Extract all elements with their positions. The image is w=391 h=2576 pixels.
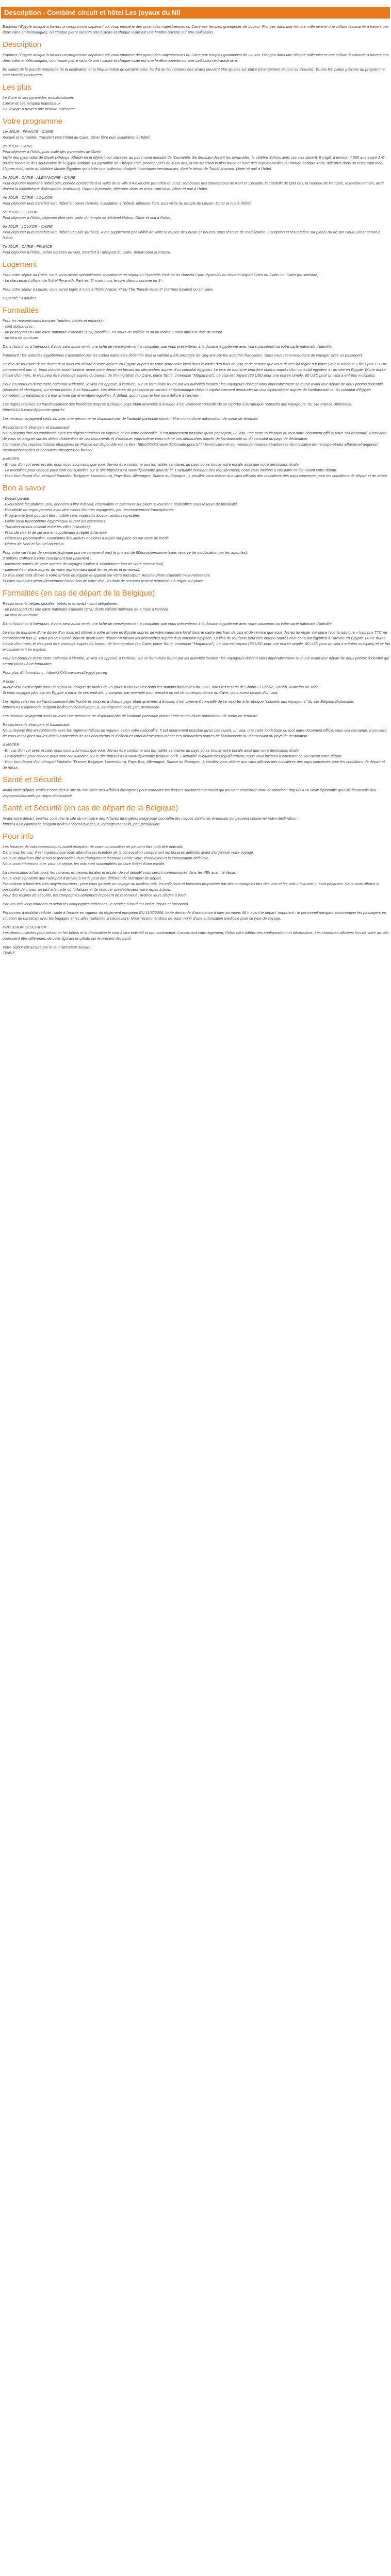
section-paragraph: Pour les ressortissants français (adultes, bébés et enfants) : - sont obligatoires : - un passeport OU une carte nationale d'identité (CNI) plastifiée, en cours de validité et sa ou moins 6 mois après la date de retour - un visa de tourisme [3, 318, 222, 340]
section-paragraph: Le Caire et ses pyramides emblématiques Louxor et ses temples majestueux Un voyage à travers une histoire millénaire [3, 95, 75, 111]
section-heading: Les plus [3, 83, 31, 92]
section-paragraph: A noter : Aucun visa n'est requis pour un séjour touristique de moins de 15 jours si vous restez dans les stations balnéaires du Sinaï, dans les resorts de Sharm El Sheikh, Dahab, Nuweiba ou Taba. Si vous voyagez plus loin en Égypte à partir de ces endroits, y compris, par exemple pour prendre un vol de correspondance au Caire, vous aurez besoin d'un visa. [3, 679, 320, 695]
section-heading: Formalités (en cas de départ de la Belgique) [3, 589, 155, 598]
section-paragraph: Ressortissants étrangers et binationaux Nous devons être au conformité avec les réglementations en vigueur, selon votre nationalité. Il est notamment possible qu'un passeport, un visa, une carte touristique ou tout autre document officiel vous soit demandé. Il convient de vous renseigner sur les délais d'obtention de ces documents et d'effectuer vous-même vous-même ces démarches auprès de l'ambassade ou du consulat du pays de destination. L'annuaire des représentations étrangères en France est disponible via ce lien : https//XXXX.www.diplomatie.gouv.fr/ fr/ le-ministere-et-son-reseau/annuaires-et-adresses-du-ministere-de-l-europe-et-des-affaires-etrangeres/ mean/ambassades-et-consulats-etrangers-en-france/ [3, 425, 387, 452]
section-paragraph: Avant votre départ, veuillez consulter le site du ministère des Affaires étrangères pour connaître les risques sanitaires éventuels qui peuvent concerner votre destination : https//XXXX.www.diplomatie.gouv.fr/ fr/conseils-aux-voyageurs/conseils-par-pays-destination/ [3, 788, 378, 798]
section-paragraph: Personnes à mobilité réduite : suite à l'entrée en vigueur du règlement européen EU 1107/2006, toute demande d'assistance à faire au moins 48 h avant le départ. Important : le personnel navigant accompagne les passagers en situation de handicap avec les bagages et les ailes-roulantes si nécessaire. Nous recommandons de vous munir d'une autorisation médicale pour ce type de voyage. [3, 910, 386, 921]
section-heading: Santé et Sécurité [3, 775, 62, 784]
section-paragraph: Capacité : 3 adultes. [3, 296, 38, 300]
section-paragraph: Le visa de tourisme d'une durée d'un mois est délivré à votre arrivée en Égypte auprès de votre partenaire local dans le cadre des frais de visa et de service que vous devrez lui régler sur place (voir la rubrique « frais prix TTC ne comprennent pas »). Vous pouvez aussi l'obtenir avant votre départ en faisant les démarches auprès d'un consulat égyptien. Le visa de tourisme peut être obtenu auprès d'un consulat égyptien à l'arrivée en Égypte. D'une durée initiale d'un mois, le visa peut être prolongé auprès du bureau de l'immigration (au Caire, place Tahrir, immeuble "Mogamma"). Le visa est payant (30 USD pour une entrée simple, 60 USD pour un visa à entrées multiples) et se fait exclusivement en espèce. [3, 630, 390, 652]
section-paragraph: Dans l'octroi ou à l'aéroport, il vous sera aussi remis une fiche de renseignement à compléter que vous présenterez à la douane égyptienne avec votre passeport ou votre carte nationale d'identité. [3, 344, 333, 349]
section-paragraph: Dans l'octroi ou à l'aéroport, il vous sera aussi remis une fiche de renseignement à compléter que vous présenterez à la douane égyptienne avec votre passeport ou votre carte nationale d'identité. [3, 621, 333, 626]
section-paragraph: 4e JOUR : CAIRE - LOUXOR Petit déjeuner puis transfert vers l'hôtel à Louxor (arrivée, installation à l'hôtel), déjeuner libre, puis visite du temple de Louxor. Dîner et nuit à l'hôtel. [3, 195, 252, 206]
description-sections [1, 24, 390, 956]
section-paragraph: 3e JOUR : CAIRE - ALEXANDRIE - CAIRE Petit déjeuner matinal à l'hôtel puis journée consacrée à la visite de la ville d'Alexandrie (transfert en bus) : tombeaux des catacombes de Kom El Chokafa, la citadelle de Qait bey, la colonne de Pompée, le théâtre romain, arrêt devant la bibliothèque d'Alexandrie (extérieur). Durant la journée, déjeuner dans un restaurant local. Dîner et nuit à l'hôtel. [3, 175, 384, 191]
section-paragraph: En calant de la grande popularité de la destination et la fréquentation de certains sites, l'ordre ou les horaires des visites peuvent être ajustés sur place (changement de jour ou d'heure). Toutes les visites prévues au programme sont toutefois assurées. [3, 67, 385, 77]
section-3 [1, 117, 390, 255]
section-paragraph: Pour les porteurs d'une carte nationale d'identité, le visa est apposé, à l'arrivée, sur un formulaire fourni par les autorités locales : les voyageurs doivent alors impérativement se munir avant leur départ de deux photos d'identité (récentes et identiques) qui seront jointes à ce formulaire. Les détenteurs de passeport de service et diplomatique doivent impérativement demander un visa diplomatique auprès de l'ambassade ou du consulat d'Égypte compétent, préalablement à leur arrivée sur le territoire égyptien. À défaut, aucun visa ne leur sera délivré à l'arrivée. [3, 382, 383, 398]
section-paragraph: 7e JOUR : CAIRE - FRANCE Petit déjeuner à l'hôtel. Selon horaires de vols, transfert à l'aéroport du Caire, départ pour la France. [3, 244, 171, 255]
section-paragraph: 5e JOUR : LOUXOR Petit déjeuner à l'hôtel, déjeuner libre puis visite du temple de Médinet Habou. Dîner et nuit à l'hôtel. [3, 210, 171, 220]
section-paragraph: Les règles relatives au franchissement des frontières propres à chaque pays étant amenées à évoluer, il est vivement conseillé de se reporter à la rubrique "conseils aux voyageurs" du site Belgium Diplomatie, https//XXXX.diplomatie.belgium.be/fr/Services/voyager_a_letranger/conseils_par_destination [3, 699, 354, 709]
section-6 [1, 484, 390, 584]
section-paragraph: Par vos vols long-courriers et selon les compagnies aériennes, le service à bord est inclus (repas et boissons). [3, 902, 189, 906]
section-9 [1, 804, 390, 827]
description-banner: Description - Combiné circuit et hôtel Les joyaux du Nil [1, 7, 390, 19]
section-paragraph: Votre séjour est assuré par le tour opérateur suivant : TRAVE [3, 945, 93, 955]
section-heading: Logement [3, 260, 37, 269]
section-8 [1, 775, 390, 799]
section-10 [1, 832, 390, 956]
section-paragraph: - Départ garanti. - Excursions facultatives, prix, données à titre indicatif, réservation et paiement sur place. Excursions réalisables sous réserve de faisabilité. - Possibilité de regroupement avec des clients d'autres voyagistes, par nécessairement francophones. - Programme type pouvant être modifié sans impératifs locaux, visites respectées. - Guide local francophone égyptologue durant les excursions. - Transfert en bus collectif entre les villes (climatisé). - Frais de visa et de service en supplément à régler à l'arrivée. - Dépenses personnelles, excursions facultatives et extras à régler sur place ou par carte de crédit. - Dîners de Noël et Nouvel an inclus. [3, 496, 238, 546]
section-paragraph: 1er JOUR : FRANCE - CAIRE Accueil et formalités. Transfert vers l'hôtel au Caire. Dîner libre puis installation à l'hôtel. [3, 129, 151, 140]
section-paragraph: PRÉCISION DESCRIPTIF Les photos utilisées pour présenter les hôtels et la destination le sont à titre indicatif et non contractuel. Concernant votre logement, l'hôtel offre différentes configurations et décorations. Les chambres allouées lors de votre arrivée pourraient être différentes de celle figurant en photo sur le présent descriptif. [3, 925, 389, 941]
section-paragraph: Ressortissants étrangers et binationaux Nous devons être en conformité avec les réglementations en vigueur, selon votre nationalité. Il est notamment possible qu'un passeport, un visa, une carte touristique ou tout autre document officiel vous soit demandé. Il convient de vous renseigner sur les délais d'obtention de ces documents et d'effectuer vous-même vous-même ces démarches auprès de l'ambassade ou du consulat du pays de destination. [3, 722, 387, 738]
section-2 [1, 83, 390, 112]
section-paragraph: 6e JOUR : LOUXOR - CAIRE Petit déjeuner puis transfert vers l'hôtel au Caire (arrivée). Avec supplément possibilité de visite le musée de Louxor (7 heures, sous réserve de modification, inscription et réservation sur place) ou de son Souk. Dîner et nuit à l'hôtel. [3, 224, 381, 240]
section-paragraph: Pour plus d'informations : https//XXXX.www.eva2egypt.gov.eg [3, 670, 107, 675]
section-5 [1, 306, 390, 479]
section-paragraph: Pour votre séjour au Caire, nous vous avons spécialement sélectionné un séjour au Pyramids Park ou au Barcelo Cairo Pyramids ou Novotel Airport Cairo ou Swiss Inn Cairo (ou similaire). - Le classement officiel de l'hôtel Pyramids Park est 5* mais nous le considérons comme un 4*. [3, 273, 320, 283]
section-paragraph: A NOTER - En cas d'un vol avec escale, nous vous informons que vous devrez être conforme aux formalités sanitaires du pays où se trouve votre escale ainsi que votre destination finale. - Le modalités pour chaque pays sont consultables sur le site https//XXXX.www.diplomatie.gouv.fr/ fr/. L'actualité évoluant très régulièrement, nous vous invitons à consulter ce lien avant votre départ. - Pour tout départ d'un aéroport frontalier (Belgique, Luxembourg, Pays-Bas, Allemagne, Suisse ou Espagne...), veuillez vous référer aux sites officiels des ministères des pays concernés pour les conditions de départ et de retour. [3, 456, 388, 478]
page [0, 7, 391, 961]
section-paragraph: Important : les autorités égyptiennes n'acceptent pas les cartes nationales d'identité dont la validité a été prorogée de cinq ans par les autorités françaises. Nous vous recommandons de voyager avec un passeport. [3, 353, 363, 358]
section-paragraph: Le visa de tourisme d'une durée d'un mois est délivré à votre arrivée en Égypte auprès de votre partenaire local dans le cadre des frais de visa et de service que vous devrez lui régler sur place (voir la rubrique « frais prix TTC ne comprennent pas »). Vous pouvez aussi l'obtenir avant votre départ en faisant les démarches auprès d'un consulat égyptien. Le visa de tourisme peut être obtenu auprès d'un consulat égyptien à l'arrivée en Égypte. D'une durée initiale d'un mois, le visa peut être prolongé auprès du bureau de l'immigration (au Caire, place Tahrir, immeuble "Mogamma"). Le visa est payant (30 USD pour une entrée simple, 60 USD pour un visa à entrées multiples). [3, 362, 387, 378]
section-paragraph: Explorez l'Égypte antique à travers un programme captivant qui vous emmène des pyramides majestueuses du Caire aux temples grandioses de Louxor. Plongez dans une histoire millénaire et une culture fascinante à travers ces deux villes emblématiques, où chaque pierre raconte une histoire et chaque visite est une fenêtre ouverte sur une civilisation extraordinaire. [3, 53, 389, 63]
section-paragraph: Pour votre séjour à Louxor, vous serez logés 2 nuits à l'hôtel Aracan 4* ou The Temple Hotel 3* (normes locales) ou similaire. [3, 287, 214, 292]
section-paragraph: Les mineurs voyageant seuls ou avec une personne ne disposant pas de l'autorité parentale doivent être munis d'une autorisation de sortie de territoire. [3, 416, 259, 421]
section-7 [1, 589, 390, 770]
section-paragraph: Explorez l'Égypte antique à travers un programme captivant qui vous emmène des pyramides majestueuses du Caire aux temples grandioses de Louxor. Plongez dans une histoire millénaire et une culture fascinante à travers ces deux villes emblématiques, où chaque pierre raconte une histoire et chaque visite est une fenêtre ouverte sur une civilisation... [3, 24, 389, 35]
section-paragraph: Les mineurs voyageant seuls ou avec une personne ne disposant pas de l'autorité parentale doivent être munis d'une autorisation de sortie de territoire. [3, 714, 259, 718]
section-heading: Formalités [3, 306, 39, 315]
section-0 [1, 24, 390, 35]
section-paragraph: Les horaires de vols communiqués avant réception de votre convocation ne peuvent être qu'à titre indicatif. Dans tous les cas, il est impératif que vous attendiez la réception de la convocation comprenant les horaires définitifs avant d'organiser votre voyage. Nous ne pourrions être tenus responsables d'un changement d'horaires entre votre réservation et la convocation définitive. Nous vous informons que, pour ce séjour, les vols sont susceptibles de faire l'objet d'une escale. [3, 844, 254, 866]
section-heading: Description [3, 40, 42, 49]
section-heading: Santé et Sécurité (en cas de départ de la Belgique) [3, 804, 178, 812]
section-paragraph: Avant votre départ, veuillez consulter le site du ministère des Affaires étrangères belge pour connaître les risques sanitaires éventuels qui peuvent concerner votre destination : https//XXXX.diplomatie.belgium.be/fr/Services/voyager_a_letranger/conseils_par_destination [3, 816, 299, 826]
section-heading: Bon à savoir [3, 484, 46, 493]
section-4 [1, 260, 390, 301]
section-heading: Votre programme [3, 117, 62, 126]
section-heading: Pour info [3, 832, 34, 841]
section-paragraph: Ressortissants belges (adultes, bébés et enfants) - sont obligatoires : - un passeport OU une carte nationale d'identité (CNI) d'une validité minimale de 6 mois à l'arrivée - un visa de tourisme [3, 601, 168, 617]
section-paragraph: A NOTER - En cas d'un vol avec escale, nous vous informons que vous devrez être conforme aux formalités sanitaires du pays où se trouve votre escale ainsi que votre destination finale. - Le modalités pour chaque pays sont consultables sur le site https//XXXX.www.diplomatie.belgium.be/fr. L'actualité évoluant très régulièrement, nous vous invitons à consulter ce lien avant votre départ. - Pour tout départ d'un aéroport frontalier (France, Belgique, Luxembourg, Pays-Bas, Allemagne, Suisse ou Espagne...), veuillez vous référer aux sites officiels des ministères des pays concernés pour les conditions de départ et de retour. [3, 742, 385, 770]
section-paragraph: Pour votre vie ! frais de services (rubrique prix ne comprend pas) le prix est de 80euros/personne (sous réserve de modification par les autorités). 2 options s'offrent à vous concernant leur paiement : - paiement auprès de votre agence de voyages (option à sélectionner lors de votre réservation) - paiement sur place auprès de votre représentant local (en espèces et en euros). Le visa vous sera délivré à votre arrivée en Égypte et apposé sur votre passeport. Aucune photo d'identité n'est nécessaire. Si vous souhaitez gérer directement l'obtention de votre visa, les frais de services restent néanmoins à régler sur place. [3, 550, 248, 583]
section-paragraph: Les règles relatives au franchissement des frontières propres à chaque pays étant amenées à évoluer, il est vivement conseillé de se reporter à la rubrique "conseils aux voyageurs" du site France Diplomatie, https//XXXX.www.diplomatie.gouv.fr/ [3, 402, 353, 412]
section-1 [1, 40, 390, 78]
section-paragraph: 2e JOUR : CAIRE Petit déjeuner à l'hôtel, puis visite des pyramides de Gizeh Visite des pyramides de Gizeh (Khéops, Khéphren et Mykérinos) classées au patrimoine mondial de l'humanité. Se dressant devant les pyramides, le célèbre Sphinx avec son nez absent. Il s'agit, à environ 4 500 ans avant J.-C., du site funéraire des souverains de l'Égypte antique. La pyramide de Khéops était, pendant près de 4000 ans, la construction la plus haute et l'une des sept merveilles du monde antique. Puis, déjeuner dans un restaurant local. L'après-midi, visite du célèbre Musée Égyptien qui abrite une collection d'objets historiques inestimables, dont le trésor de Toutânkhamon. Dîner et nuit à l'hôtel. [3, 144, 387, 171]
section-paragraph: Pour les porteurs d'une carte nationale d'identité, le visa est apposé, à l'arrivée, sur un formulaire fourni par les autorités locales : les voyageurs doivent alors impérativement se munir avant leur départ de deux photos d'identité qui seront jointes à ce formulaire. [3, 656, 389, 666]
section-paragraph: La convocation à l'aéroport, les horaires en heures locales et le plan de vol définitif vous seront communiqués dans les 48h avant le départ. Nous vous signalons que l'aéroport d'arrivée à Paris peut être différent de l'aéroport de départ. Prestations à bord des vols moyen-courriers : pour vous garantir un voyage au meilleur prix, les collations et boissons proposées par des compagnies lors des vols et les vols « low cost », sont payantes. Nous vous offrons la possibilité de choisir un tarif à la carte ou forfaitaire et de réserver préalablement votre repas à bord. Pour des raisons de sécurité, les compagnies aériennes imposent de réserver à l'avance leurs sièges à bord. [3, 870, 380, 897]
